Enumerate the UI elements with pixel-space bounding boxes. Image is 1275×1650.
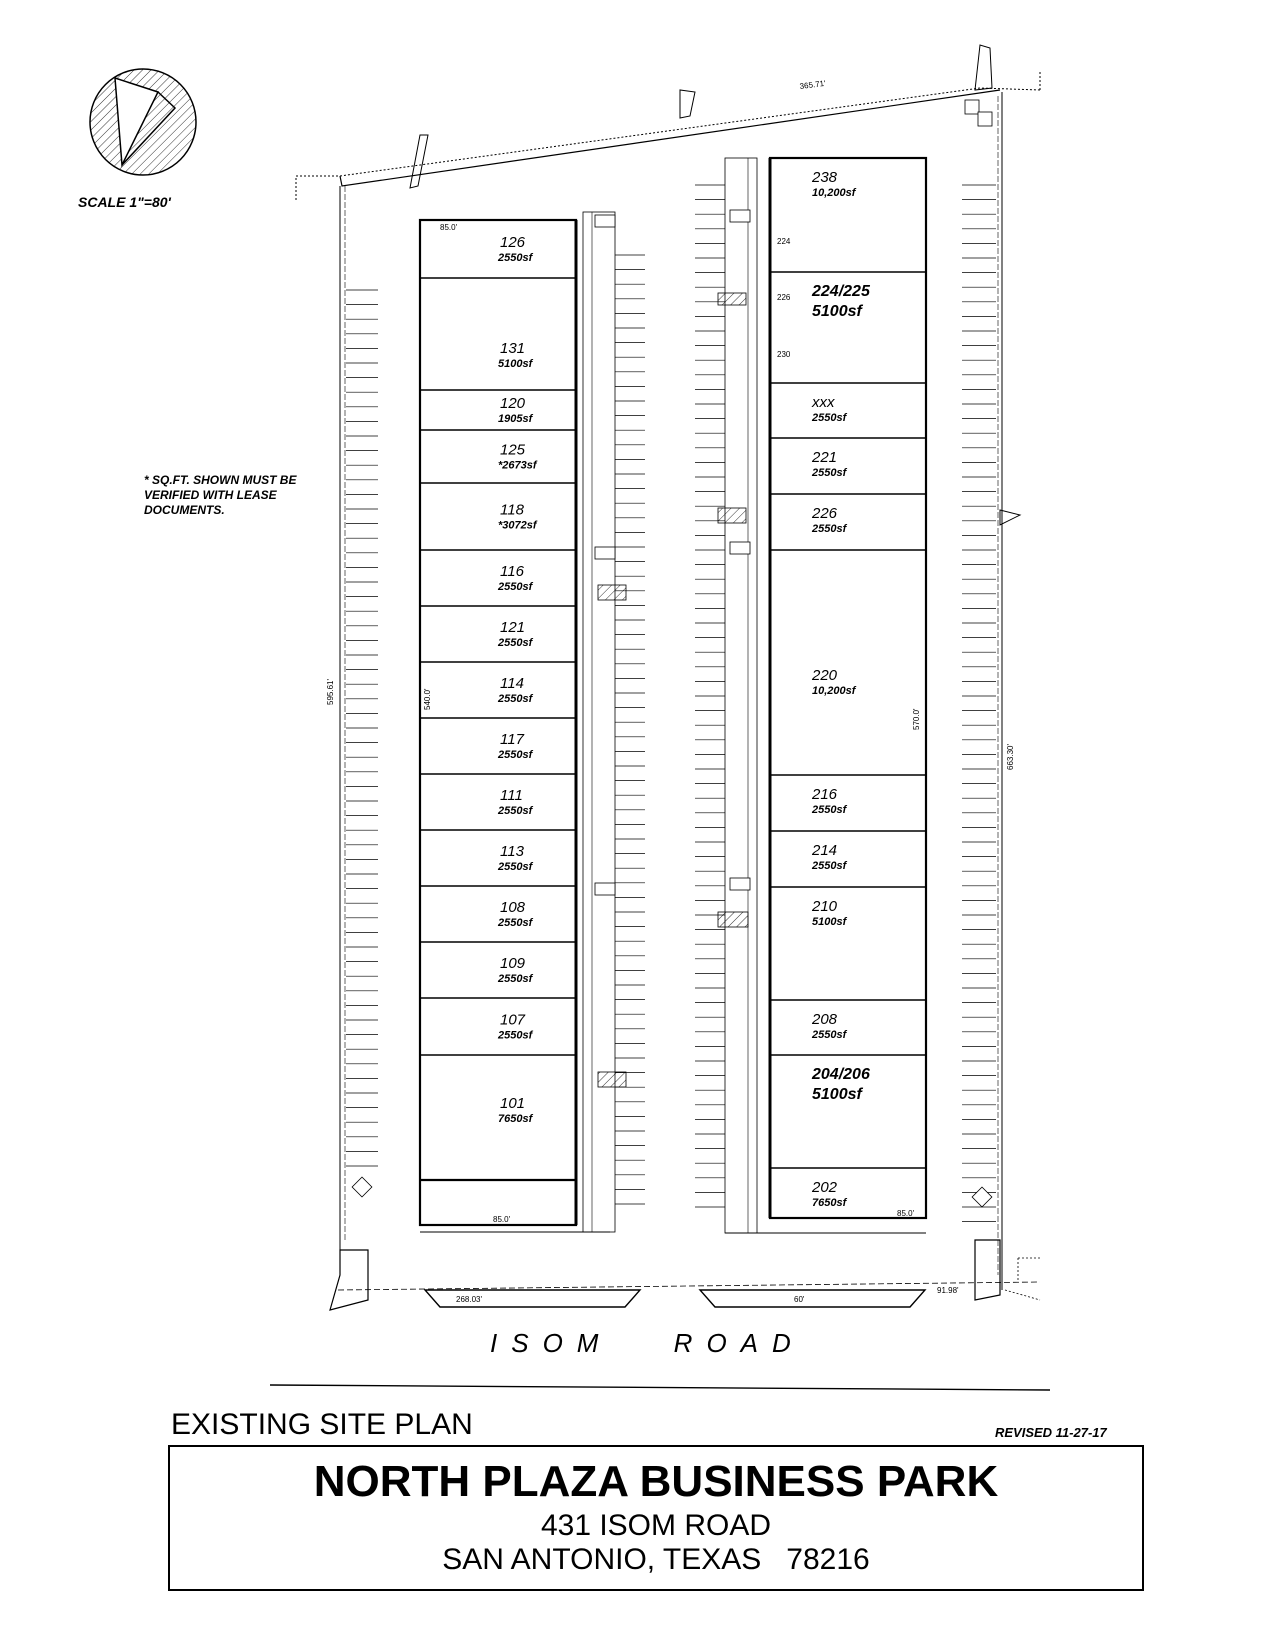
unit-area: 2550sf (498, 252, 533, 264)
unit-number: 131 (500, 340, 526, 357)
unit-number: 118 (500, 501, 524, 519)
unit-number: 202 (812, 1179, 838, 1196)
unit-204-206 (811, 1066, 870, 1103)
unit-number: 113 (500, 843, 524, 860)
unit-238 (811, 169, 857, 199)
unit-126 (497, 234, 534, 264)
park-name: NORTH PLAZA BUSINESS PARK (313, 1457, 999, 1506)
unit-107 (497, 1012, 534, 1042)
unit-area: 2550sf (498, 581, 533, 593)
unit-area: 2550sf (498, 917, 533, 929)
road-name: ISOM ROAD (490, 1328, 805, 1358)
unit-number: 120 (500, 395, 526, 412)
unit-area: 2550sf (498, 973, 533, 985)
unit-number: 208 (812, 1011, 838, 1028)
unit-area: 5100sf (498, 358, 533, 370)
address-line-2: SAN ANTONIO, TEXAS 78216 (442, 1543, 870, 1576)
unit-area: *2673sf (498, 459, 537, 472)
unit-216 (811, 786, 848, 816)
accessible-ramps (352, 100, 992, 1207)
unit-108 (497, 899, 534, 929)
unit-area: 2550sf (498, 805, 533, 817)
unit-125 (498, 442, 538, 472)
west-unit-dividers (420, 278, 576, 1055)
unit-208 (811, 1011, 848, 1041)
east-unit-labels (811, 169, 871, 1209)
plan-heading: EXISTING SITE PLAN (171, 1408, 473, 1441)
unit-area: 2550sf (812, 412, 847, 424)
unit-111 (497, 787, 534, 817)
unit-area: 7650sf (498, 1113, 533, 1125)
unit-area: 2550sf (812, 467, 847, 479)
unit-109 (497, 955, 534, 985)
unit-number: 204/206 (812, 1066, 870, 1083)
dim-south-left: 268.03' (456, 1295, 482, 1304)
unit-area: 2550sf (812, 523, 847, 535)
unit-area: 5100sf (812, 1086, 862, 1103)
unit-210 (811, 898, 848, 928)
unit-number: 216 (812, 786, 838, 803)
parking-stalls (346, 185, 996, 1222)
unit-226 (811, 505, 848, 535)
unit-area: 2550sf (498, 861, 533, 873)
unit-number: 121 (500, 619, 526, 636)
unit-number: 125 (500, 441, 526, 459)
revised-date: REVISED 11-27-17 (995, 1425, 1107, 1440)
unit-number: 214 (812, 842, 838, 859)
unit-number: 108 (500, 899, 526, 916)
unit-number: 224/225 (812, 283, 870, 300)
unit-number: 220 (812, 667, 838, 684)
note-line-3: DOCUMENTS. (144, 503, 225, 517)
unit-area: 2550sf (812, 1029, 847, 1041)
unit-number: 116 (500, 563, 524, 580)
unit-number: 111 (500, 787, 523, 804)
unit-number: 109 (500, 955, 526, 972)
unit-number: 238 (812, 169, 838, 186)
unit-area: 2550sf (812, 860, 847, 872)
unit-117 (497, 731, 534, 761)
unit-number: 210 (812, 898, 838, 915)
dim-west-bldg-bottom: 85.0' (493, 1215, 511, 1224)
side-label-224: 224 (777, 237, 791, 246)
property-boundary (270, 45, 1050, 1390)
unit-118 (498, 502, 538, 532)
dim-south-right: 91.98' (937, 1286, 959, 1295)
unit-116 (497, 563, 534, 593)
unit-area: 1905sf (498, 413, 533, 425)
address-line-1: 431 ISOM ROAD (540, 1509, 772, 1542)
title-block (168, 1445, 1144, 1591)
dim-west-bldg-side: 540.0' (423, 688, 432, 710)
dim-south-mid: 60' (794, 1295, 805, 1304)
unit-area: 2550sf (498, 1029, 533, 1042)
side-label-230: 230 (777, 350, 791, 359)
unit-area: 5100sf (812, 303, 862, 320)
dim-east-bldg-bottom: 85.0' (897, 1209, 915, 1218)
unit-area: 10,200sf (812, 685, 856, 697)
unit-area: 10,200sf (812, 187, 856, 199)
unit-113 (497, 843, 534, 873)
unit-area: 2550sf (498, 693, 533, 705)
unit-number: 221 (812, 449, 838, 466)
dim-east-bldg-side: 570.0' (912, 708, 921, 730)
unit-number: xxx (812, 394, 835, 411)
dim-west-bldg-top: 85.0' (440, 223, 458, 232)
west-unit-labels (497, 234, 538, 1125)
dim-west-line: 595.61' (326, 679, 335, 705)
dim-east-line: 663.30' (1006, 744, 1015, 770)
east-unit-dividers (770, 272, 926, 1168)
unit-number: 226 (812, 505, 838, 522)
unit-number: 126 (500, 234, 526, 251)
unit-number: 114 (500, 675, 524, 692)
unit-131 (498, 340, 534, 370)
unit-114 (497, 675, 534, 705)
unit-221 (811, 449, 848, 479)
unit-202 (811, 1179, 848, 1209)
north-arrow-icon (90, 69, 196, 175)
unit-area: 2550sf (498, 749, 533, 761)
unit-220 (811, 667, 857, 697)
unit-120 (498, 395, 534, 425)
unit-214 (811, 842, 848, 872)
unit-xxx (811, 394, 848, 424)
unit-number: 107 (500, 1011, 526, 1029)
unit-121 (497, 619, 534, 649)
unit-area: 5100sf (812, 916, 847, 928)
note-line-2: VERIFIED WITH LEASE (144, 488, 277, 502)
scale-label: SCALE 1"=80' (78, 194, 171, 210)
unit-area: 2550sf (498, 637, 533, 649)
unit-224-225 (811, 283, 871, 320)
side-label-226: 226 (777, 293, 791, 302)
unit-area: 7650sf (812, 1197, 847, 1209)
unit-area: 2550sf (812, 804, 847, 816)
unit-area: *3072sf (498, 519, 537, 532)
unit-101 (498, 1095, 534, 1125)
note-line-1: * SQ.FT. SHOWN MUST BE (144, 473, 297, 487)
unit-number: 101 (500, 1095, 526, 1112)
dim-north-line: 365.71' (799, 78, 827, 91)
unit-number: 117 (500, 731, 524, 748)
